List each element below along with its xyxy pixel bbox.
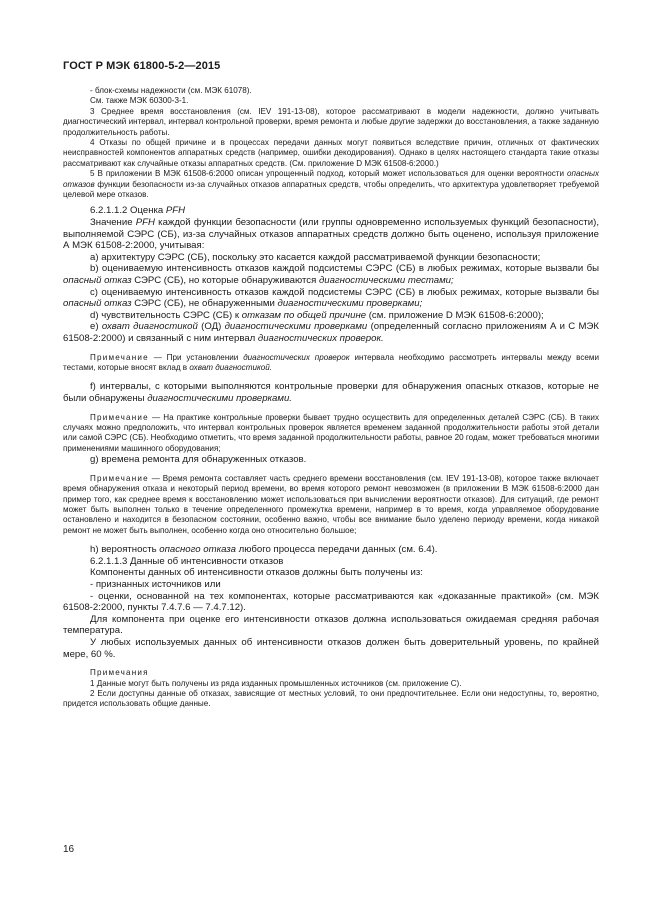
note-diagnostic-interval: Примечание — При установлении диагностических проверок интервала необходимо рассмотреть интервалы между всеми тестами, которые вносят вклад в охват диагностикой.	[63, 352, 600, 372]
list-item-g: g) времена ремонта для обнаруженных отказов.	[90, 454, 307, 466]
note-1-industry-sources: 1 Данные могут быть получены из ряда изданных промышленных источников (см. приложение С).	[90, 678, 462, 688]
document-header: ГОСТ Р МЭК 61800-5-2—2015	[63, 60, 221, 72]
note-3-restoration-time: 3 Среднее время восстановления (см. IEV 191-13-08), которое рассматривают в модели надежности, должно учитывать диагностический интервал, интервал контрольной проверки, время ремонта и любые другие задержки до восстановления, а также заданную продолжительность работы.	[63, 106, 599, 137]
note-2-local-data: 2 Если доступны данные об отказах, зависящие от местных условий, то они предпочтительнее. Если они недоступны, то, вероятно, придется использовать общие данные.	[63, 689, 599, 709]
list-item-a: а) архитектуру СЭРС (СБ), поскольку это касается каждой рассматриваемой функции безопасности;	[90, 251, 541, 263]
note-5-simplified-approach: 5 В приложении В МЭК 61508-6:2000 описан упрощенный подход, который может использоваться для оценки вероятности опасных отказов функции безопасности из-за случайных отказов аппаратных средств, чтобы определить, что архитектура удовлетворяет требуемой целевой мере отказов.	[63, 169, 599, 200]
list-item-c: c) оцениваемую интенсивность отказов каждой подсистемы СЭРС (СБ) в любых режимах, которые вызвали бы опасный отказ СЭРС (СБ), не обнаруженными диагностическими проверками;	[63, 286, 599, 310]
document-body	[63, 86, 599, 710]
note-4-common-cause: 4 Отказы по общей причине и в процессах передачи данных могут появиться вследствие причин, отличных от фактических неисправностей компонентов аппаратных средств (например, ошибки декодирования). Однако в целях настоящего стандарта такие отказы рассматривают как случайные отказы аппаратных средств. (См. приложение D МЭК 61508-6:2000.)	[63, 138, 599, 168]
list-item-b: b) оцениваемую интенсивность отказов каждой подсистемы СЭРС (СБ) в любых режимах, которые вызвали бы опасный отказ СЭРС (СБ), но которые обнаруживаются диагностическими тестами;	[63, 263, 599, 287]
paragraph-see-also: См. также МЭК 60300-3-1.	[90, 96, 189, 106]
list-item-f: f) интервалы, с которыми выполняются контрольные проверки для обнаружения опасных отказов, которые не были обнаружены диагностическими проверками.	[63, 381, 599, 404]
paragraph-block-diagrams: - блок-схемы надежности (см. МЭК 61078).	[90, 86, 252, 95]
paragraph-failure-data-sources: Компоненты данных об интенсивности отказов должны быть получены из:	[90, 567, 423, 579]
list-item-recognized-sources: - признанных источников или	[90, 579, 221, 591]
list-item-h: h) вероятность опасного отказа любого процесса передачи данных (см. 6.4).	[90, 544, 438, 556]
paragraph-operating-temperature: Для компонента при оценке его интенсивности отказов должна использоваться ожидаемая средняя рабочая температура.	[63, 613, 599, 637]
paragraph-confidence-level: У любых используемых данных об интенсивности отказов должен быть доверительный уровень, по крайней мере, 60 %.	[63, 637, 599, 660]
section-heading-pfh: 6.2.1.1.2 Оценка PFH	[90, 205, 186, 217]
page-number: 16	[63, 844, 75, 855]
list-item-e: е) охват диагностикой (ОД) диагностическими проверками (определенный согласно приложениям А и С МЭК 61508-2:2000) и связанный с ним интервал диагностических проверок.	[63, 321, 600, 344]
paragraph-pfh-value: Значение PFH каждой функции безопасности (или группы одновременно используемых функций безопасности), выполняемой СЭРС (СБ), из-за случайных отказов аппаратных средств должно быть оценено, используя приложение А МЭК 61508-2:2000, учитывая:	[63, 217, 599, 252]
list-item-proven-in-use: - оценки, основанной на тех компонентах, которые рассматриваются как «доказанные практикой» (см. МЭК 61508-2:2000, пункты 7.4.7.6 — 7.4.7.12).	[63, 590, 599, 614]
section-heading-failure-data: 6.2.1.1.3 Данные об интенсивности отказов	[90, 555, 284, 567]
note-proof-tests: Примечание — На практике контрольные проверки бывает трудно осуществить для определенных деталей СЭРС (СБ). В таких случаях можно предположить, что интервал контрольных проверок является временем заданной продолжительности работы этой детали или самой СЭРС (СБ). Необходимо отметить, что время заданной продолжительности работы, равное 20 годам, может требоваться многими применениями машинного оборудования;	[63, 412, 599, 453]
notes-heading: Примечания	[90, 668, 149, 678]
list-item-d: d) чувствительность СЭРС (СБ) к отказам по общей причине (см. приложение D МЭК 61508-6:2000);	[90, 309, 544, 321]
note-repair-time: Примечание — Время ремонта составляет часть среднего времени восстановления (см. IEV 191-13-08), которое также включает время обнаружения отказа и некоторый период времени, во время которого ремонт невозможен (в приложении В МЭК 61508-6:2000 дан пример того, как среднее время к восстановлению может использоваться при вычислении вероятности отказов). Для ситуаций, где ремонт может быть выполнен только в течение определенного промежутка времени, например в то время, когда управляемое оборудование остановлено и находится в безопасном состоянии, особенно важно, чтобы все внимание было уделено периоду времени, когда никакой ремонт не может быть выполнен, особенно когда оно относительно большое;	[63, 473, 599, 535]
